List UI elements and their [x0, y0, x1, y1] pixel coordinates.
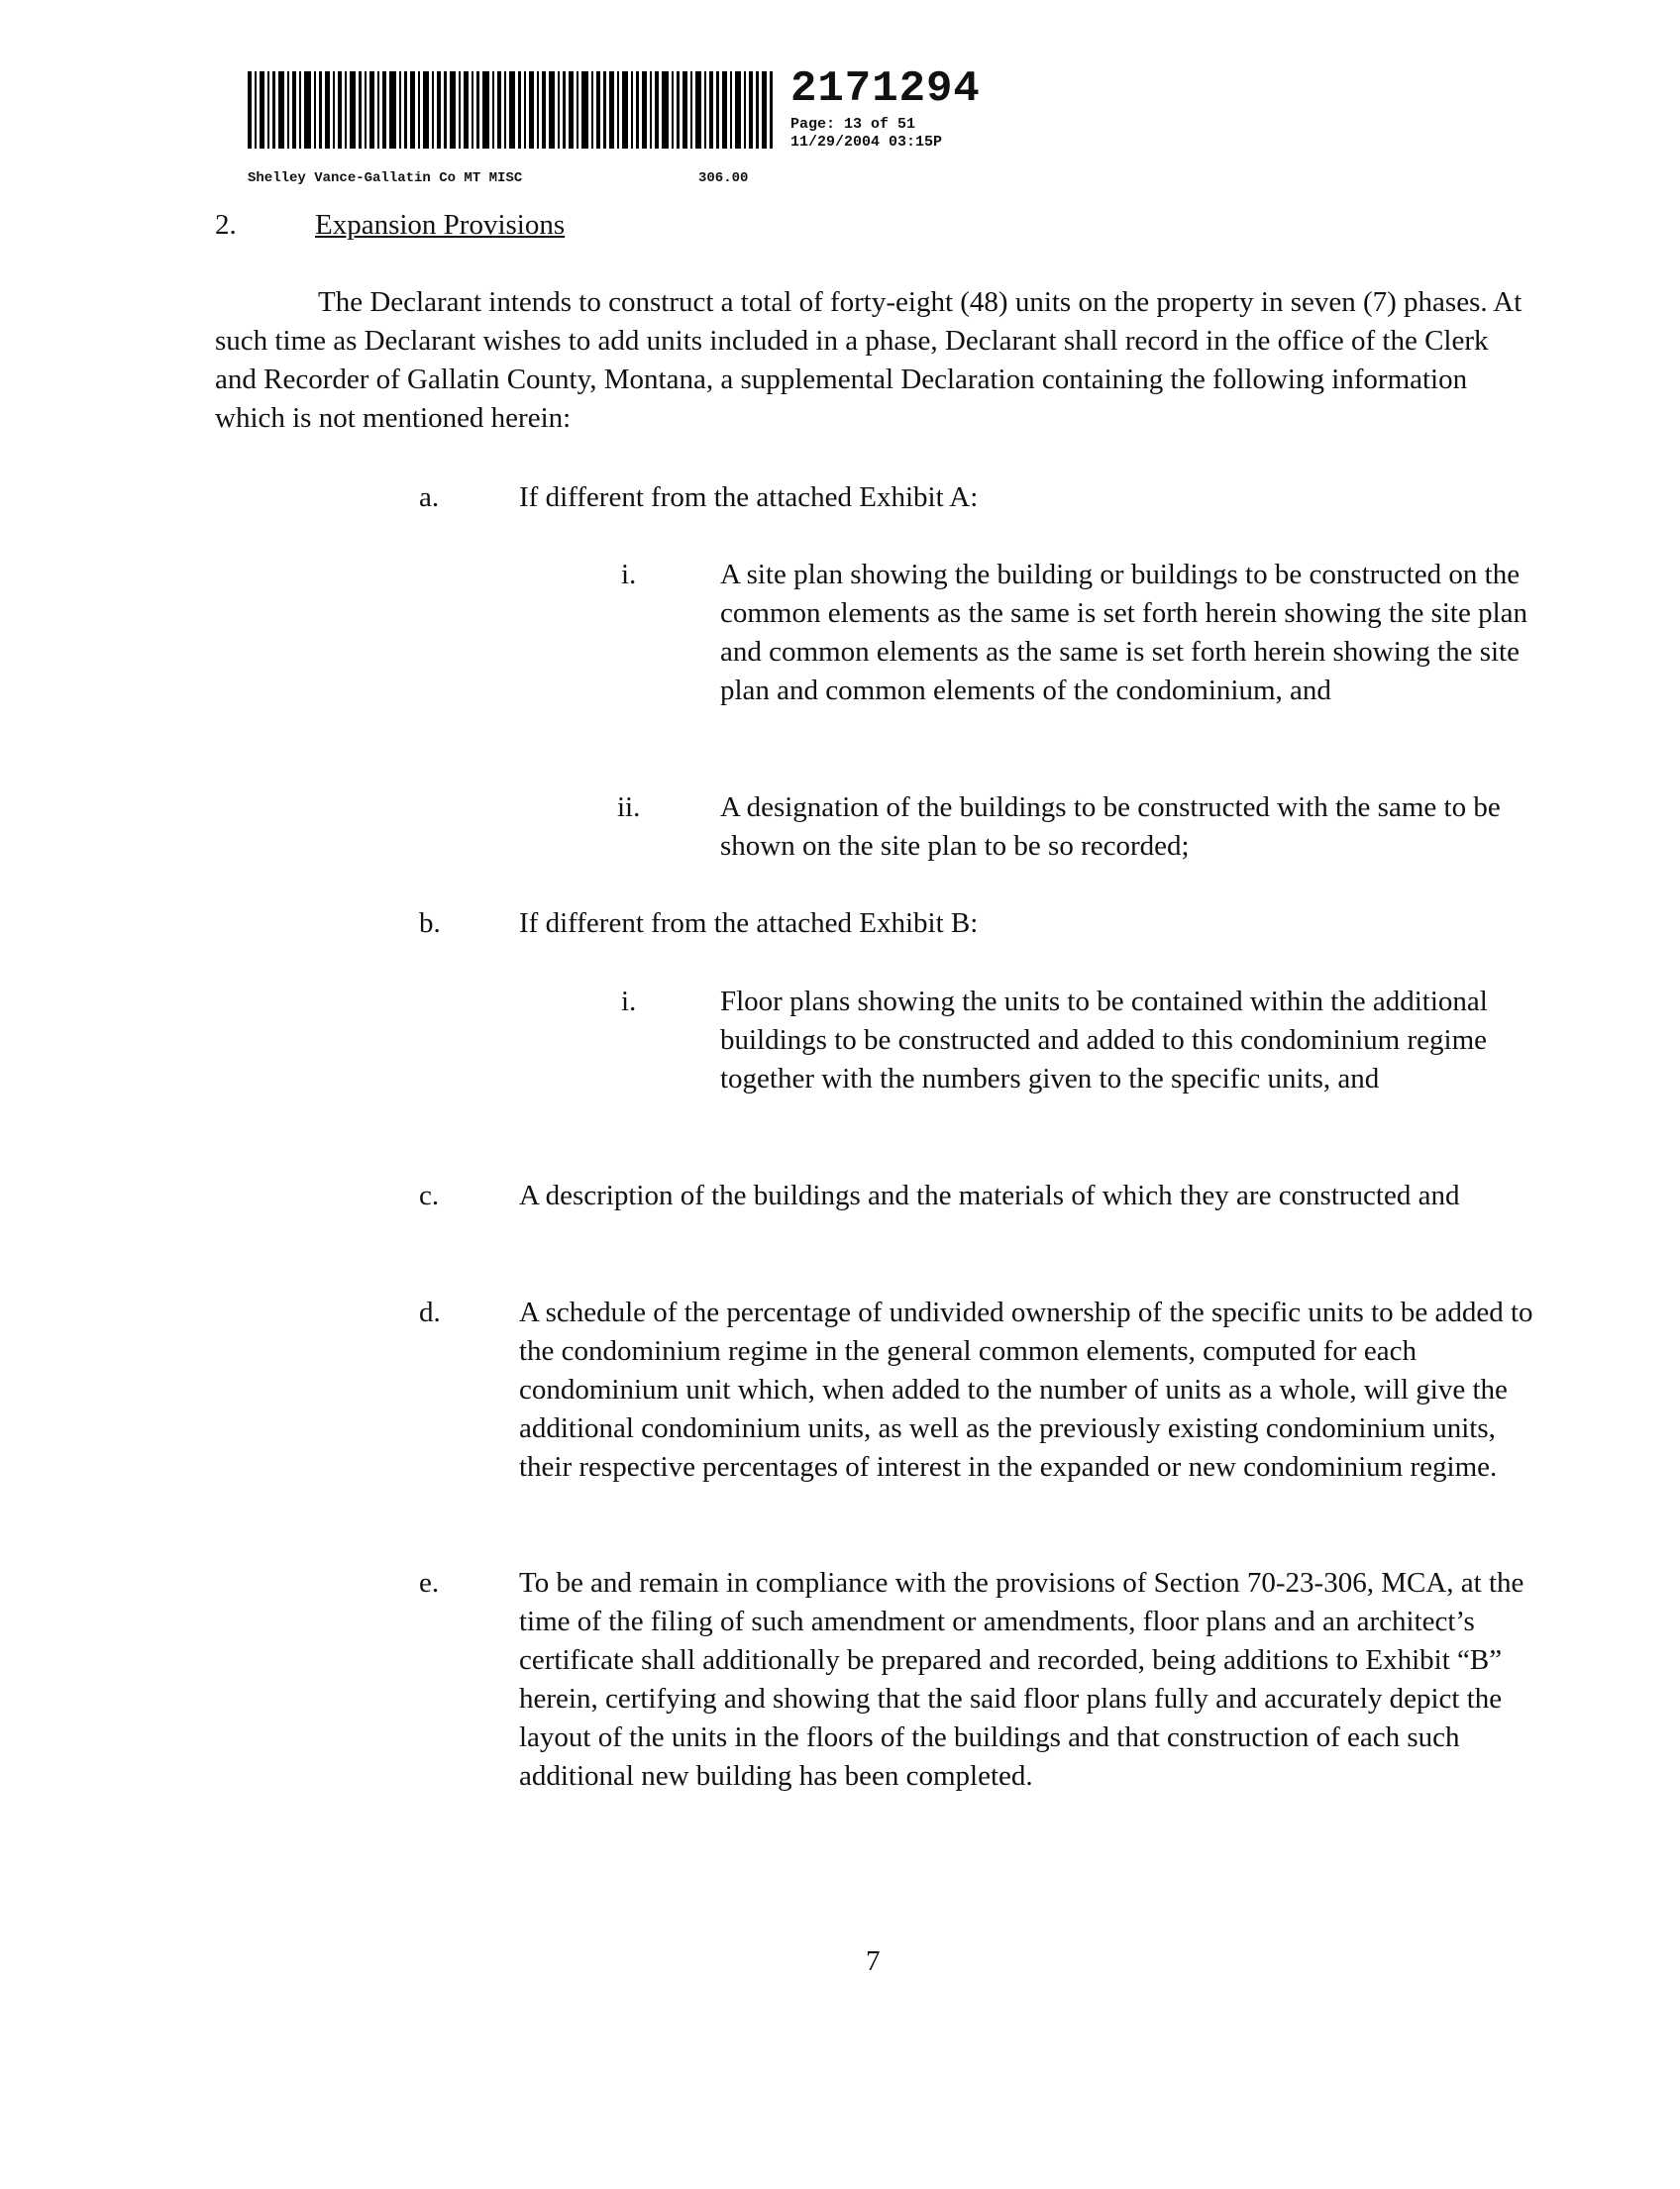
- recorder-name: Shelley Vance-Gallatin Co MT MISC: [248, 170, 523, 186]
- document-number: 2171294: [790, 64, 981, 114]
- item-b-label: b.: [419, 907, 441, 939]
- item-b-text: If different from the attached Exhibit B:: [519, 907, 979, 939]
- item-c-text: A description of the buildings and the materials of which they are constructed and: [519, 1180, 1460, 1211]
- item-a-ii-text: A designation of the buildings to be constructed with the same to be shown on the site plan to be so recorded;: [720, 791, 1501, 862]
- recording-fee: 306.00: [698, 170, 749, 186]
- page-info: Page: 13 of 51: [790, 116, 916, 133]
- item-a-i-label: i.: [621, 559, 637, 590]
- item-a-i-text: A site plan showing the building or buildings to be constructed on the common elements as the same is set forth herein showing the site plan and common elements as the same is set forth herein showing the site plan and common elements of the condominium, and: [720, 559, 1528, 706]
- item-c-label: c.: [419, 1180, 440, 1211]
- intro-text: The Declarant intends to construct a total of forty-eight (48) units on the property in seven (7) phases. At such time as Declarant wishes to add units included in a phase, Declarant shall record in the office of the Clerk and Recorder of Gallatin County, Montana, a supplemental Declaration containing the following information which is not mentioned herein:: [215, 286, 1522, 434]
- barcode-image: [248, 71, 773, 149]
- item-a-label: a.: [419, 481, 440, 513]
- item-d-text: A schedule of the percentage of undivided ownership of the specific units to be added to the condominium regime in the general common elements, computed for each condominium unit which, when added to the number of units as a whole, will give the additional condominium units, as well as the previously existing condominium units, their respective percentages of interest in the expanded or new condominium regime.: [519, 1297, 1533, 1483]
- item-b-i-label: i.: [621, 986, 637, 1017]
- recorded-datetime: 11/29/2004 03:15P: [790, 134, 943, 151]
- intro-paragraph: [215, 283, 1522, 438]
- item-b-i-text: Floor plans showing the units to be contained within the additional buildings to be constructed and added to this condominium regime together with the numbers given to the specific units, and: [720, 986, 1488, 1094]
- section-title: Expansion Provisions: [315, 209, 566, 241]
- item-a-ii-label: ii.: [617, 791, 641, 823]
- item-e-text: To be and remain in compliance with the provisions of Section 70-23-306, MCA, at the time of the filing of such amendment or amendments, floor plans and an architect’s certificate shall additionally be prepared and recorded, being additions to Exhibit “B” herein, certifying and showing that the said floor plans fully and accurately depict the layout of the units in the floors of the buildings and that construction of each such additional new building has been completed.: [519, 1567, 1524, 1792]
- item-d-label: d.: [419, 1297, 441, 1328]
- section-number: 2.: [215, 209, 237, 241]
- recording-stamp: [248, 64, 1000, 200]
- item-a-text: If different from the attached Exhibit A:: [519, 481, 979, 513]
- item-e-label: e.: [419, 1567, 440, 1599]
- page-number: 7: [866, 1945, 881, 1977]
